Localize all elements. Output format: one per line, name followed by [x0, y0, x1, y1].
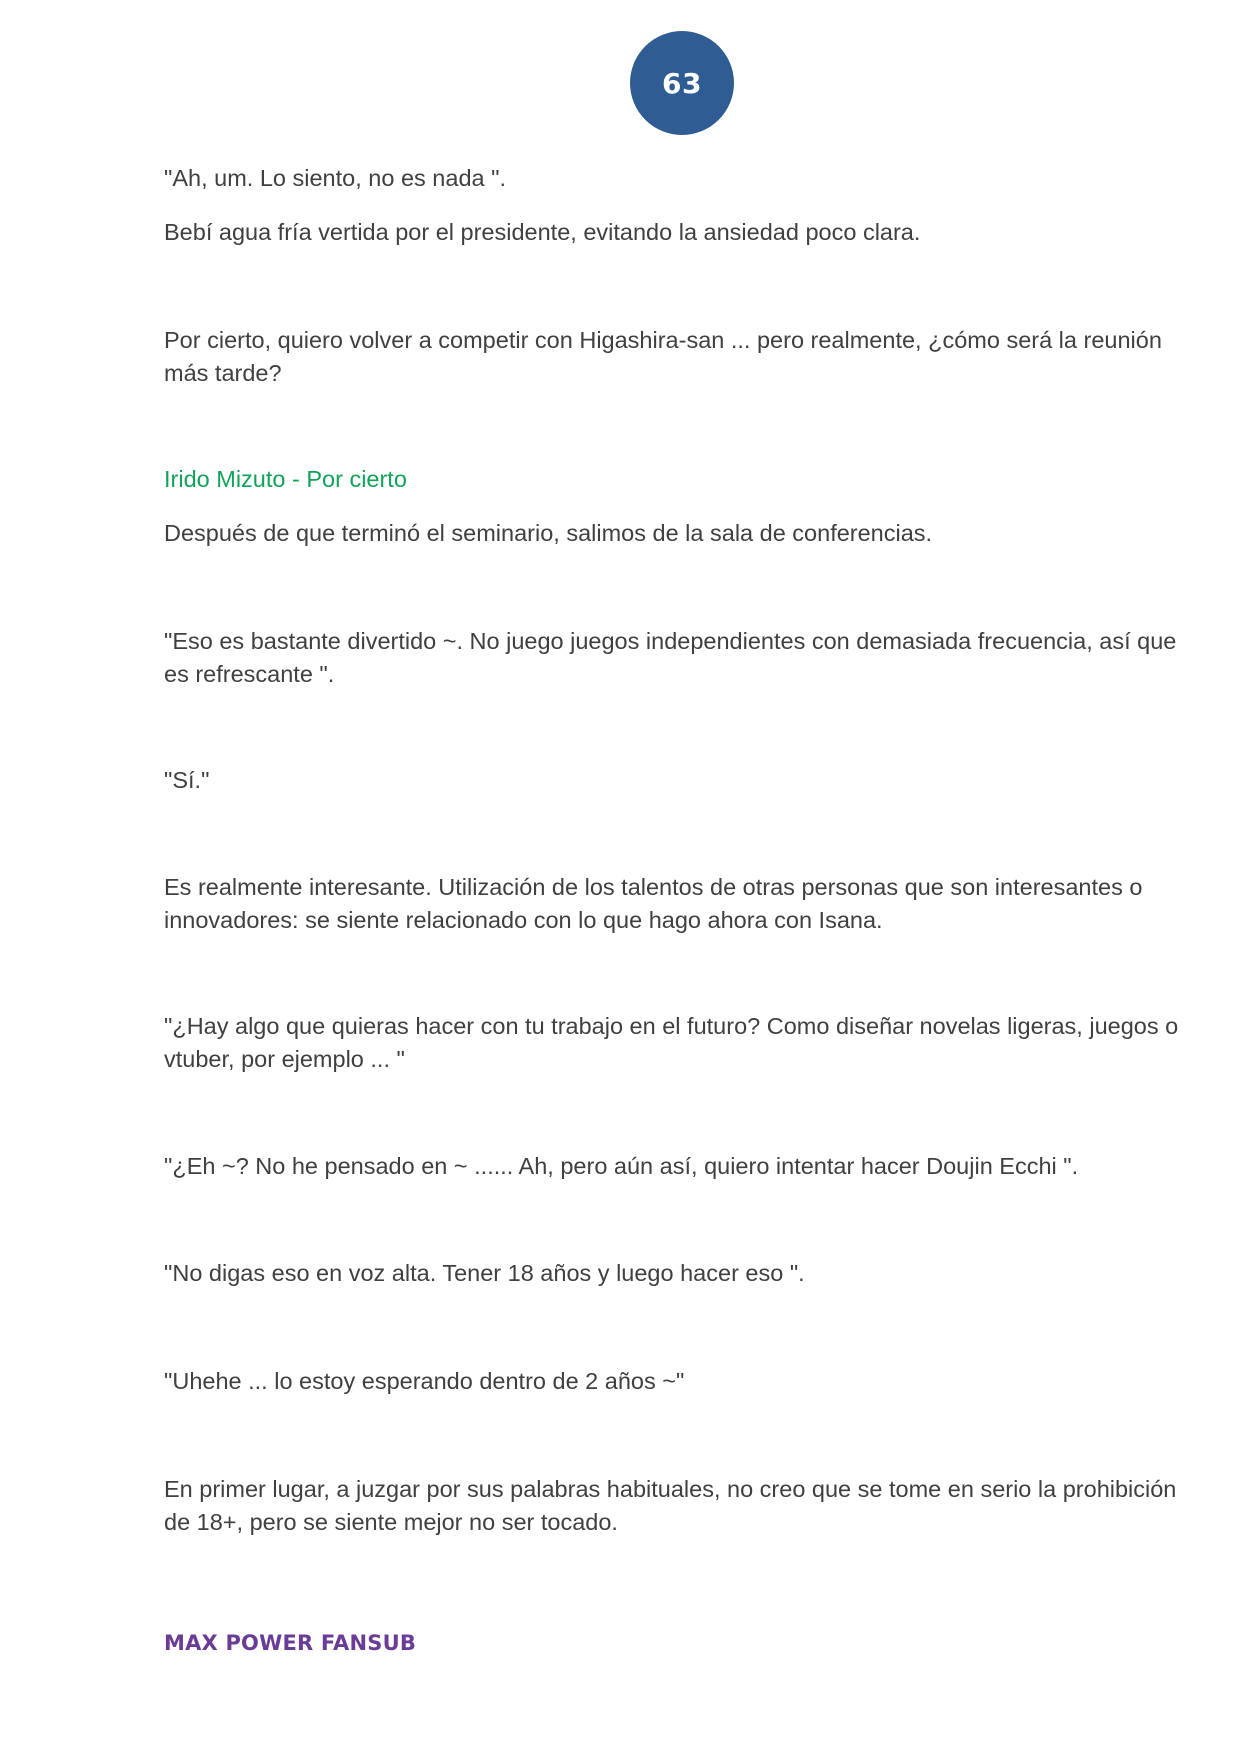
paragraph: "Sí." [164, 767, 210, 793]
paragraph: "Eso es bastante divertido ~. No juego juegos independientes con demasiada frecuencia, así que es refrescante ". [164, 628, 1177, 687]
page-number: 63 [662, 66, 702, 100]
paragraph: "Uhehe ... lo estoy esperando dentro de 2 años ~" [164, 1368, 685, 1394]
paragraph: Por cierto, quiero volver a competir con Higashira-san ... pero realmente, ¿cómo será la reunión más tarde? [164, 327, 1162, 386]
section-heading: Irido Mizuto - Por cierto [164, 466, 407, 492]
fansub-brand: MAX POWER FANSUB [164, 1631, 417, 1655]
paragraph: Es realmente interesante. Utilización de los talentos de otras personas que son interesantes o innovadores: se siente relacionado con lo que hago ahora con Isana. [164, 874, 1143, 933]
paragraph: "¿Hay algo que quieras hacer con tu trabajo en el futuro? Como diseñar novelas ligeras, juegos o vtuber, por ejemplo ... " [164, 1013, 1179, 1072]
paragraph: "¿Eh ~? No he pensado en ~ ...... Ah, pero aún así, quiero intentar hacer Doujin Ecchi ". [164, 1153, 1079, 1179]
paragraph: En primer lugar, a juzgar por sus palabras habituales, no creo que se tome en serio la prohibición de 18+, pero se siente mejor no ser tocado. [164, 1476, 1177, 1535]
paragraph: "Ah, um. Lo siento, no es nada ". [164, 165, 506, 191]
paragraph: Bebí agua fría vertida por el presidente, evitando la ansiedad poco clara. [164, 219, 921, 245]
page-number-badge [630, 31, 734, 135]
paragraph: "No digas eso en voz alta. Tener 18 años y luego hacer eso ". [164, 1260, 805, 1286]
paragraph: Después de que terminó el seminario, salimos de la sala de conferencias. [164, 520, 933, 546]
